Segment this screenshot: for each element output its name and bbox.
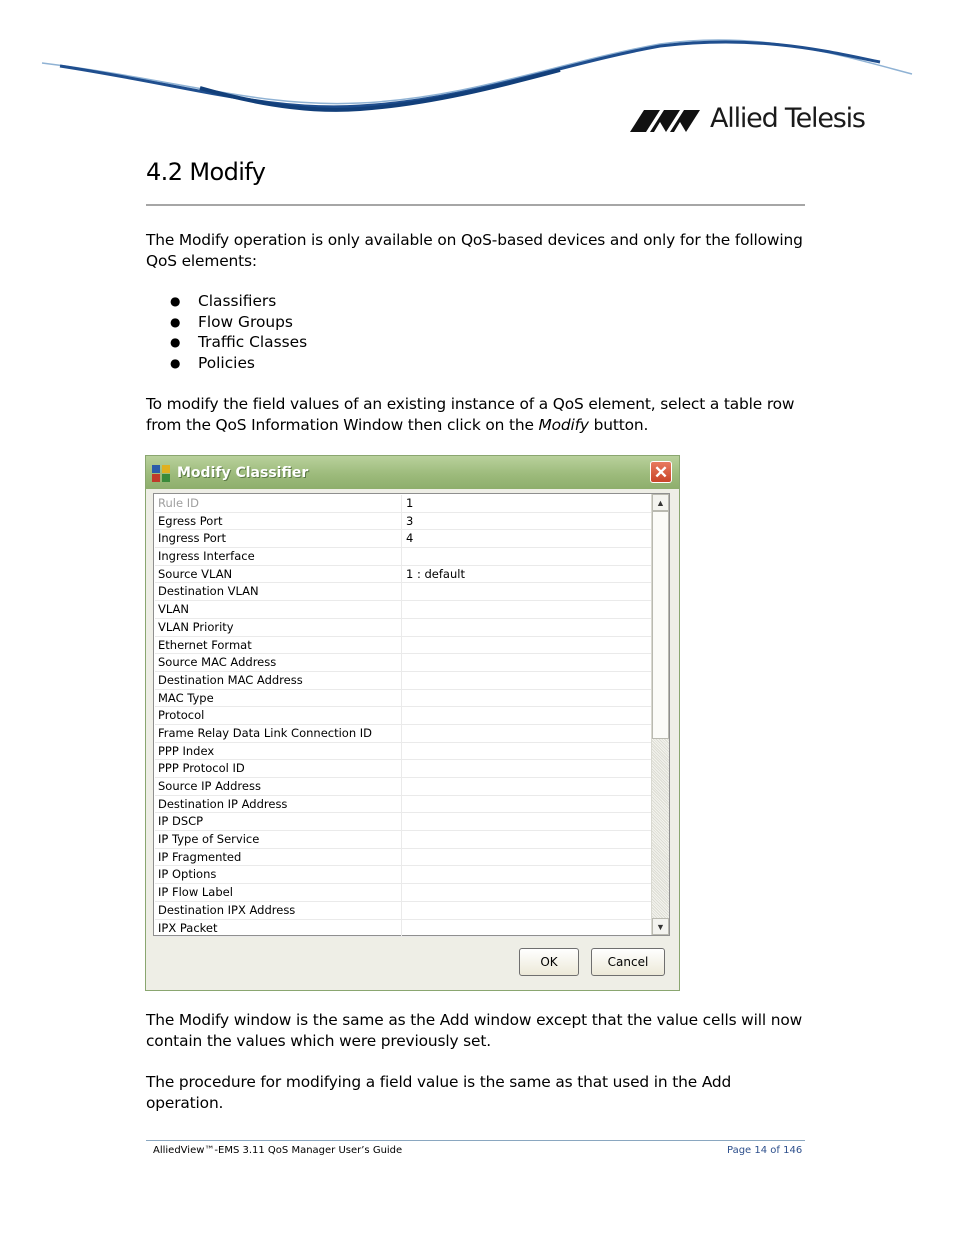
ok-button[interactable]: OK xyxy=(519,948,579,976)
field-value-cell[interactable]: 4 xyxy=(406,531,414,546)
close-icon: ✕ xyxy=(653,462,669,482)
field-name-cell: Destination IPX Address xyxy=(155,902,402,919)
table-row[interactable] xyxy=(155,707,652,725)
brand-name: Allied Telesis xyxy=(710,102,865,134)
field-name-cell: Frame Relay Data Link Connection ID xyxy=(155,725,402,742)
field-name-cell: IP DSCP xyxy=(155,813,402,830)
field-value-cell[interactable] xyxy=(402,548,652,565)
list-item xyxy=(170,332,307,353)
intro-paragraph: The Modify operation is only available on QoS-based devices and only for the following QoS elements: xyxy=(146,231,803,270)
field-name-cell: Source VLAN xyxy=(155,566,402,583)
field-value-cell[interactable] xyxy=(402,707,652,724)
section-title: 4.2 Modify xyxy=(146,158,266,186)
procedure-paragraph: The procedure for modifying a field value is the same as that used in the Add operation. xyxy=(146,1073,732,1112)
footer-page-number: Page 14 of 146 xyxy=(727,1145,803,1156)
table-row[interactable] xyxy=(155,760,652,778)
list-item-label: Classifiers xyxy=(198,292,277,310)
field-value-cell[interactable] xyxy=(402,743,652,760)
field-name-cell: Egress Port xyxy=(155,513,402,530)
list-item xyxy=(170,312,307,333)
bullet-icon: ● xyxy=(170,335,181,350)
dialog-titlebar[interactable] xyxy=(146,456,679,489)
table-row[interactable] xyxy=(155,849,652,867)
field-name-cell: Destination VLAN xyxy=(155,583,402,600)
table-row[interactable] xyxy=(155,601,652,619)
title-divider xyxy=(146,204,805,206)
table-row[interactable] xyxy=(155,583,652,601)
field-value-cell[interactable]: 1 : default xyxy=(406,566,465,581)
modify-classifier-dialog xyxy=(145,455,680,991)
note-paragraph: The Modify window is the same as the Add window except that the value cells will now contain the values which were previously set. xyxy=(146,1011,803,1050)
arrow-down-icon: ▼ xyxy=(656,921,665,932)
table-row[interactable] xyxy=(155,831,652,849)
field-name-cell: Source MAC Address xyxy=(155,654,402,671)
footer-divider xyxy=(146,1140,805,1141)
scroll-down-button[interactable] xyxy=(652,918,669,935)
field-value-cell[interactable]: 3 xyxy=(406,513,414,528)
scroll-thumb[interactable] xyxy=(652,511,669,739)
table-row[interactable] xyxy=(155,690,652,708)
field-value-cell[interactable] xyxy=(402,884,652,901)
field-value-cell[interactable] xyxy=(402,920,652,937)
list-item xyxy=(170,353,307,374)
table-row[interactable] xyxy=(155,725,652,743)
field-name-cell: Ingress Interface xyxy=(155,548,402,565)
table-row[interactable] xyxy=(155,566,652,584)
footer-guide-title: AlliedView™-EMS 3.11 QoS Manager User’s Guide xyxy=(153,1145,403,1156)
field-name-cell: IP Fragmented xyxy=(155,849,402,866)
table-row[interactable] xyxy=(155,530,652,548)
vertical-scrollbar[interactable] xyxy=(651,494,669,935)
instruction-text-end: button. xyxy=(588,415,649,434)
list-item-label: Flow Groups xyxy=(198,312,293,331)
field-name-cell: IP Type of Service xyxy=(155,831,402,848)
field-value-cell[interactable] xyxy=(402,637,652,654)
field-value-cell[interactable] xyxy=(402,619,652,636)
property-rows xyxy=(155,495,652,937)
field-name-cell: PPP Protocol ID xyxy=(155,760,402,777)
table-row[interactable] xyxy=(155,513,652,531)
table-row[interactable] xyxy=(155,495,652,513)
table-row[interactable] xyxy=(155,866,652,884)
instruction-paragraph xyxy=(146,394,808,435)
field-name-cell: Destination MAC Address xyxy=(155,672,402,689)
table-row[interactable] xyxy=(155,548,652,566)
field-value-cell[interactable] xyxy=(402,778,652,795)
field-value-cell[interactable] xyxy=(402,690,652,707)
field-name-cell: IP Options xyxy=(155,866,402,883)
field-value-cell[interactable] xyxy=(402,583,652,600)
field-name-cell: VLAN xyxy=(155,601,402,618)
table-row[interactable] xyxy=(155,920,652,938)
table-row[interactable] xyxy=(155,619,652,637)
modify-button-reference: Modify xyxy=(538,415,589,434)
table-row[interactable] xyxy=(155,813,652,831)
scroll-up-button[interactable] xyxy=(652,494,669,511)
field-value-cell[interactable] xyxy=(402,902,652,919)
field-name-cell: Ingress Port xyxy=(155,530,402,547)
table-row[interactable] xyxy=(155,884,652,902)
app-icon xyxy=(151,463,173,483)
allied-telesis-logo xyxy=(630,100,865,136)
field-value-cell[interactable] xyxy=(402,796,652,813)
property-table xyxy=(153,493,670,936)
table-row[interactable] xyxy=(155,778,652,796)
bullet-icon: ● xyxy=(170,314,181,329)
field-name-cell: Ethernet Format xyxy=(155,637,402,654)
arrow-up-icon: ▲ xyxy=(656,497,665,508)
field-value-cell[interactable] xyxy=(402,654,652,671)
field-name-cell: Source IP Address xyxy=(155,778,402,795)
field-value-cell[interactable] xyxy=(402,849,652,866)
field-value-cell: 1 xyxy=(406,496,414,510)
list-item-label: Traffic Classes xyxy=(198,333,308,352)
qos-element-list xyxy=(170,291,307,374)
field-value-cell[interactable] xyxy=(402,725,652,742)
dialog-title: Modify Classifier xyxy=(177,464,309,481)
table-row[interactable] xyxy=(155,672,652,690)
cancel-button[interactable]: Cancel xyxy=(591,948,665,976)
field-value-cell[interactable] xyxy=(402,831,652,848)
table-row[interactable] xyxy=(155,902,652,920)
list-item-label: Policies xyxy=(198,354,255,373)
field-name-cell: Destination IP Address xyxy=(155,796,402,813)
field-value-cell[interactable] xyxy=(402,813,652,830)
field-value-cell[interactable] xyxy=(402,866,652,883)
field-value-cell[interactable] xyxy=(402,601,652,618)
field-name-cell: PPP Index xyxy=(155,743,402,760)
field-name-cell: IPX Packet xyxy=(155,920,402,937)
bullet-icon: ● xyxy=(170,294,181,308)
field-name-cell: VLAN Priority xyxy=(155,619,402,636)
table-row[interactable] xyxy=(155,654,652,672)
field-name-cell: Rule ID xyxy=(155,495,402,512)
allied-telesis-logo-mark xyxy=(630,104,706,132)
field-name-cell: MAC Type xyxy=(155,690,402,707)
field-name-cell: IP Flow Label xyxy=(155,884,402,901)
list-item xyxy=(170,291,307,312)
bullet-icon: ● xyxy=(170,356,181,371)
table-row[interactable] xyxy=(155,743,652,761)
field-name-cell: Protocol xyxy=(155,707,402,724)
field-value-cell[interactable] xyxy=(402,672,652,689)
instruction-text: To modify the field values of an existing instance of a QoS element, select a table row from the QoS Information Window then click on the xyxy=(146,395,795,434)
close-button[interactable] xyxy=(650,461,672,483)
table-row[interactable] xyxy=(155,796,652,814)
table-row[interactable] xyxy=(155,637,652,655)
field-value-cell[interactable] xyxy=(402,760,652,777)
